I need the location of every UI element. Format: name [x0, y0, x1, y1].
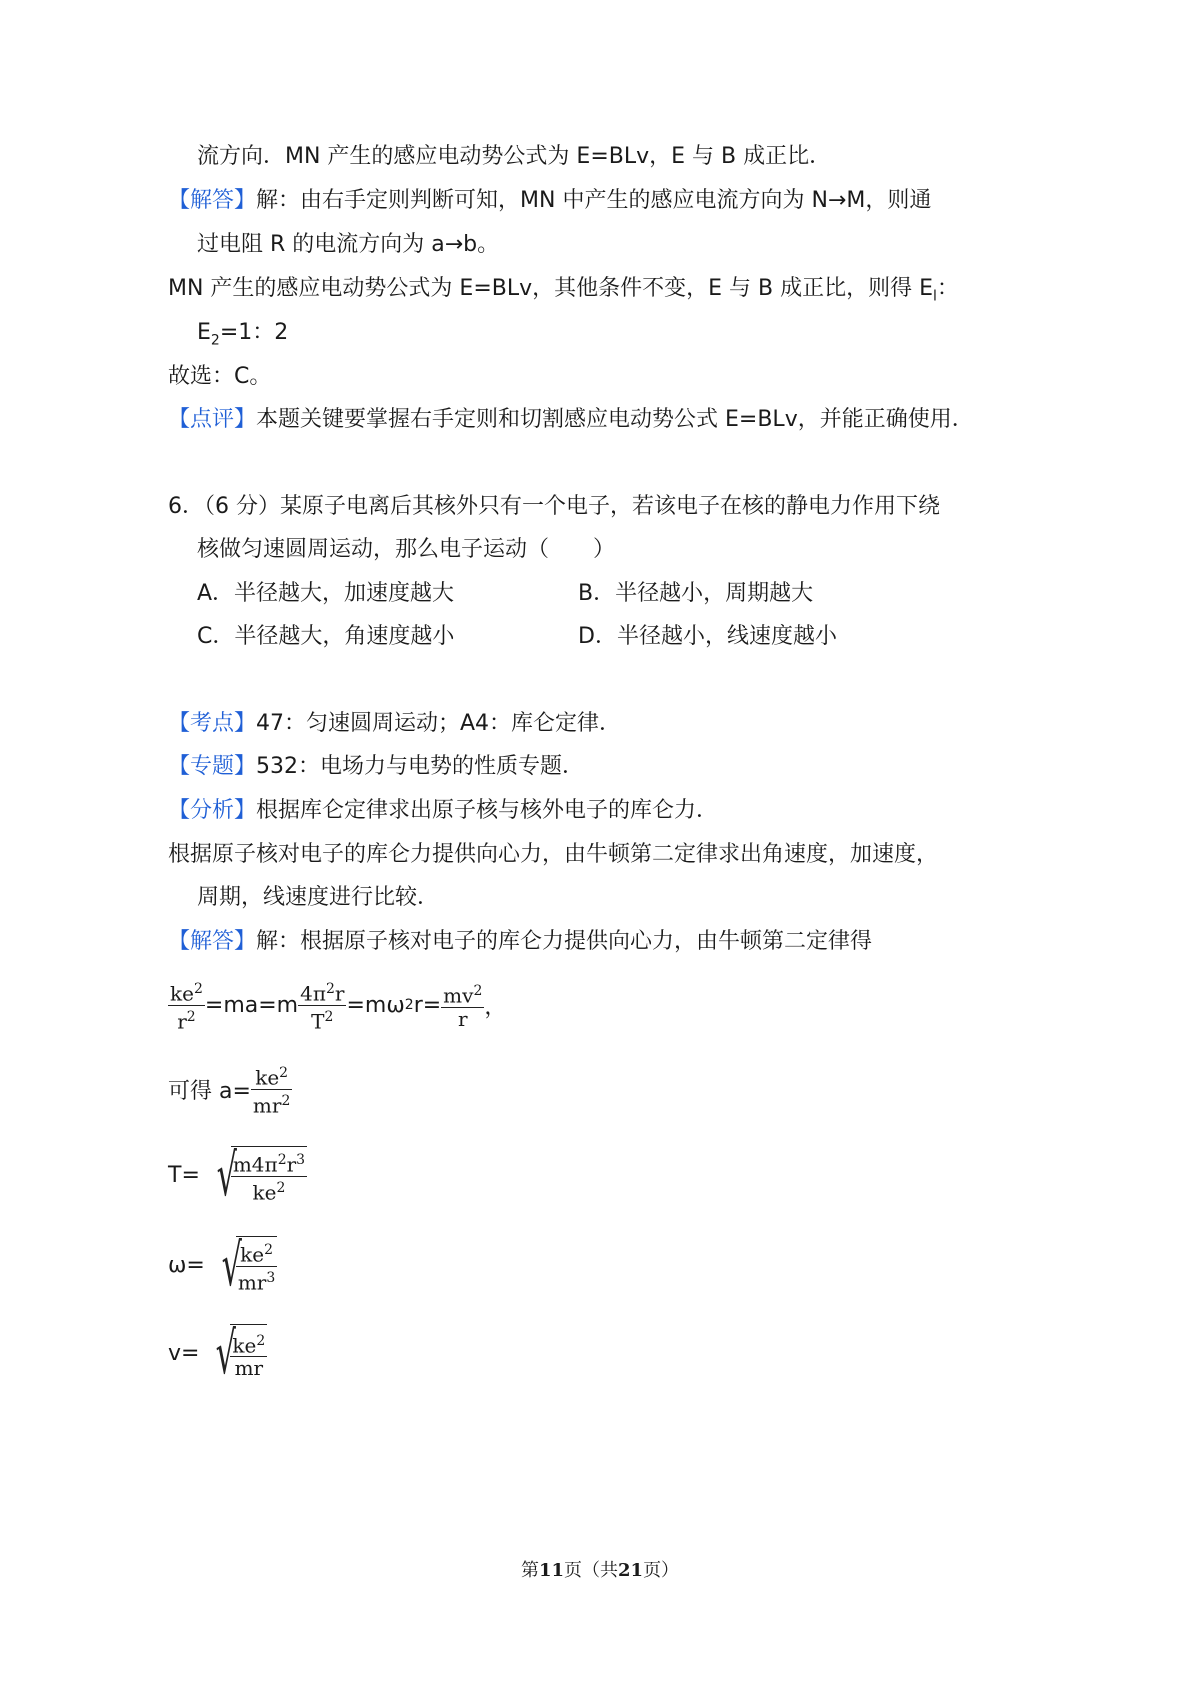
eq-label: v= — [168, 1340, 200, 1366]
exponent: 2 — [404, 997, 414, 1014]
kaodian-text: 47：匀速圆周运动；A4：库仑定律． — [256, 711, 622, 736]
text-span: MN 产生的感应电动势公式为 E=BLv，其他条件不变，E 与 B 成正比，则得 E — [168, 276, 933, 301]
sqrt: √ $\frac{ke^2}{mr^3}$ — [221, 1231, 276, 1299]
fraction-mv2-r: $\frac{mv^2}{r}$ — [441, 980, 484, 1030]
fraction-4pi2r-T2: $\frac{4\pi^2r}{T^2}$ — [298, 978, 346, 1032]
fraction-ke2-mr2: $\frac{ke^2}{mr^2}$ — [251, 1062, 292, 1116]
sqrt: √ $\frac{ke^2}{mr}$ — [216, 1319, 266, 1387]
option-a: A．半径越大，加速度越大 — [197, 581, 455, 606]
text-line — [197, 319, 288, 354]
zhuanti-tag: 【专题】 — [168, 754, 257, 779]
page-number: 11 — [538, 1560, 564, 1581]
eq-text: ， — [484, 994, 507, 1020]
comment-text: 本题关键要掌握右手定则和切割感应电动势公式 E=BLv，并能正确使用． — [256, 407, 974, 432]
fenxi-tag: 【分析】 — [168, 798, 257, 823]
text-line: 流方向．MN 产生的感应电动势公式为 E=BLv，E 与 B 成正比． — [197, 144, 832, 169]
answer-line — [168, 187, 931, 215]
text-span: E — [197, 320, 211, 345]
kaodian-line — [168, 710, 621, 738]
choice-line: 故选：C。 — [168, 364, 272, 389]
subscript: l — [933, 288, 937, 305]
velocity-equation — [168, 1319, 267, 1387]
fraction-ke2-mr3: $\frac{ke^2}{mr^3}$ — [236, 1239, 277, 1293]
question-line: 6．（6 分）某原子电离后其核外只有一个电子，若该电子在核的静电力作用下绕 — [168, 494, 940, 519]
eq-label: T= — [168, 1162, 200, 1188]
text-line: 过电阻 R 的电流方向为 a→b。 — [197, 232, 500, 257]
fraction-ke2-mr: $\frac{ke^2}{mr}$ — [230, 1330, 267, 1380]
eq-text: =mω — [346, 992, 405, 1018]
zhuanti-text: 532：电场力与电势的性质专题． — [256, 754, 585, 779]
kaodian-tag: 【考点】 — [168, 711, 257, 736]
newton-equation — [168, 978, 506, 1032]
text-span: ： — [936, 276, 959, 301]
option-d: D．半径越小，线速度越小 — [578, 624, 837, 649]
comment-line — [168, 406, 974, 434]
page-footer: 第11页（共21页） — [520, 1560, 680, 1581]
period-equation — [168, 1141, 307, 1209]
acceleration-equation — [168, 1062, 292, 1116]
comment-tag: 【点评】 — [168, 407, 257, 432]
answer-tag: 【解答】 — [168, 188, 257, 213]
eq-label: 可得 a= — [168, 1078, 251, 1104]
total-pages: 21 — [618, 1560, 644, 1581]
fenxi-line — [168, 797, 718, 825]
fraction-m4pi2r3-ke2: $\frac{m4\pi^2r^3}{ke^2}$ — [231, 1149, 307, 1203]
text-line: 根据原子核对电子的库仑力提供向心力，由牛顿第二定律求出角速度，加速度， — [168, 842, 939, 867]
zhuanti-line — [168, 753, 584, 781]
jieda-tag: 【解答】 — [168, 929, 257, 954]
subscript: 2 — [210, 332, 220, 349]
option-c: C．半径越大，角速度越小 — [197, 624, 455, 649]
jieda-text: 解：根据原子核对电子的库仑力提供向心力，由牛顿第二定律得 — [256, 929, 873, 954]
text-line — [168, 275, 959, 310]
omega-equation — [168, 1231, 277, 1299]
fenxi-text: 根据库仑定律求出原子核与核外电子的库仑力． — [256, 798, 719, 823]
eq-text: r= — [413, 992, 442, 1018]
jieda-line — [168, 928, 872, 956]
sqrt: √ $\frac{m4\pi^2r^3}{ke^2}$ — [216, 1141, 306, 1209]
text-span: =1：2 — [219, 320, 289, 345]
eq-label: ω= — [168, 1252, 205, 1278]
fraction-ke2-r2: $\frac{ke^2}{r^2}$ — [168, 978, 205, 1032]
question-line: 核做匀速圆周运动，那么电子运动（ ） — [197, 537, 616, 562]
answer-text: 解：由右手定则判断可知，MN 中产生的感应电流方向为 N→M，则通 — [256, 188, 932, 213]
text-line: 周期，线速度进行比较． — [197, 885, 440, 910]
option-b: B．半径越小，周期越大 — [578, 581, 814, 606]
eq-text: =ma=m — [204, 992, 299, 1018]
